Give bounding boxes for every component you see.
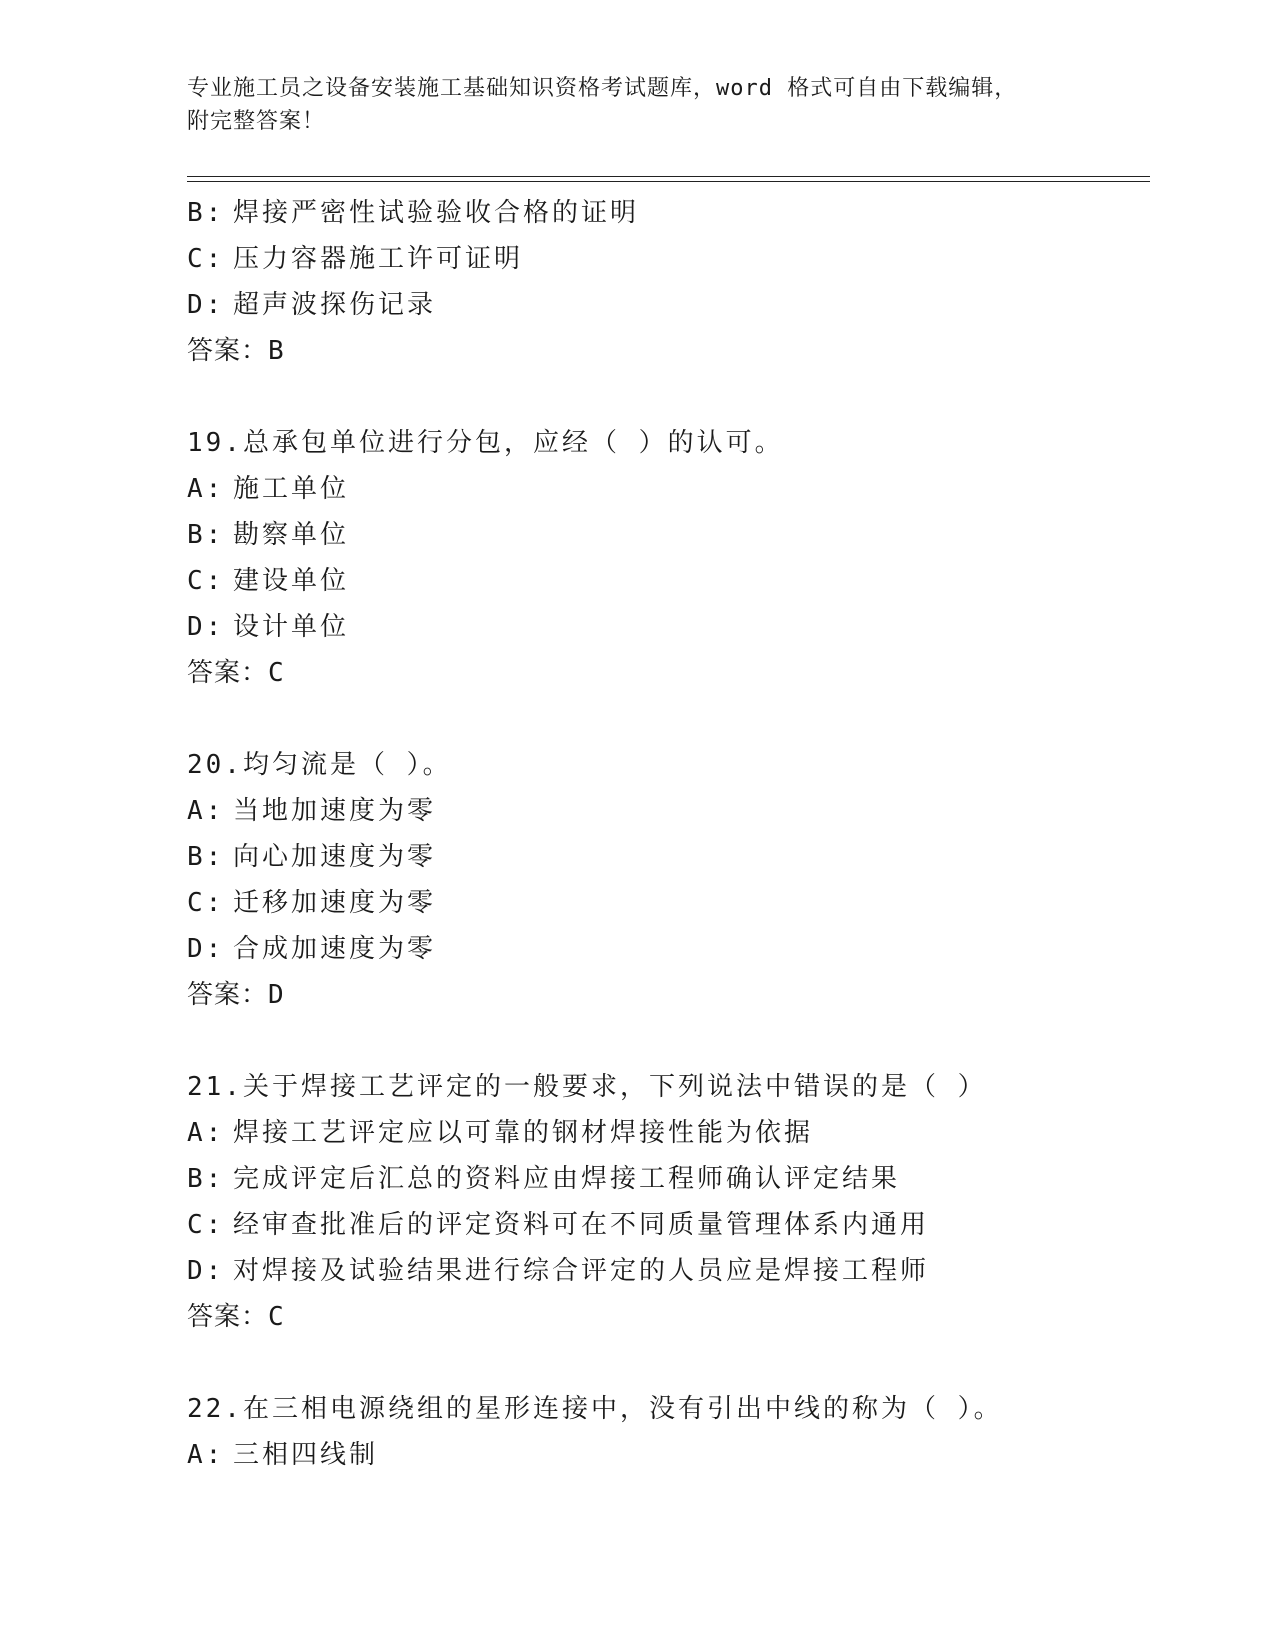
option-letter: A: xyxy=(187,1440,225,1470)
question-stem: 20.均匀流是（ ）。 xyxy=(187,750,452,780)
spacer xyxy=(187,374,1147,420)
option-row xyxy=(187,466,1147,512)
option-letter: B: xyxy=(187,520,225,550)
answer-row xyxy=(187,650,1147,696)
option-letter: C: xyxy=(187,244,225,274)
option-letter: D: xyxy=(187,612,225,642)
answer-row xyxy=(187,972,1147,1018)
option-letter: D: xyxy=(187,290,225,320)
option-row xyxy=(187,1156,1147,1202)
option-row xyxy=(187,926,1147,972)
option-text: 勘察单位 xyxy=(233,520,350,550)
option-row xyxy=(187,190,1147,236)
answer-label: 答案： xyxy=(187,658,269,688)
option-text: 经审查批准后的评定资料可在不同质量管理体系内通用 xyxy=(233,1210,930,1240)
option-text: 向心加速度为零 xyxy=(233,842,437,872)
option-row xyxy=(187,236,1147,282)
option-text: 三相四线制 xyxy=(233,1440,379,1470)
option-letter: D: xyxy=(187,1256,225,1286)
answer-value: C xyxy=(268,1302,285,1332)
option-letter: A: xyxy=(187,796,225,826)
spacer xyxy=(187,696,1147,742)
option-letter: C: xyxy=(187,888,225,918)
answer-value: B xyxy=(268,336,285,366)
option-letter: A: xyxy=(187,1118,225,1148)
option-row xyxy=(187,282,1147,328)
option-text: 对焊接及试验结果进行综合评定的人员应是焊接工程师 xyxy=(233,1256,930,1286)
answer-label: 答案： xyxy=(187,1302,269,1332)
option-text: 压力容器施工许可证明 xyxy=(233,244,524,274)
spacer xyxy=(187,1340,1147,1386)
question-19 xyxy=(187,420,1147,696)
option-letter: C: xyxy=(187,566,225,596)
option-row xyxy=(187,1202,1147,1248)
option-row xyxy=(187,558,1147,604)
option-letter: B: xyxy=(187,842,225,872)
header-divider-top xyxy=(187,176,1150,177)
header-line-2: 附完整答案！ xyxy=(187,109,326,134)
question-stem: 21.关于焊接工艺评定的一般要求，下列说法中错误的是（ ） xyxy=(187,1072,987,1102)
option-text: 焊接工艺评定应以可靠的钢材焊接性能为依据 xyxy=(233,1118,814,1148)
option-row xyxy=(187,1110,1147,1156)
option-letter: A: xyxy=(187,474,225,504)
option-letter: B: xyxy=(187,1164,225,1194)
option-text: 施工单位 xyxy=(233,474,350,504)
option-row xyxy=(187,1432,1147,1478)
answer-label: 答案： xyxy=(187,336,269,366)
option-text: 合成加速度为零 xyxy=(233,934,437,964)
question-list xyxy=(187,190,1147,1478)
option-text: 建设单位 xyxy=(233,566,350,596)
option-text: 迁移加速度为零 xyxy=(233,888,437,918)
option-text: 超声波探伤记录 xyxy=(233,290,437,320)
option-row xyxy=(187,512,1147,558)
document-header xyxy=(187,72,1067,138)
option-row xyxy=(187,604,1147,650)
answer-row xyxy=(187,328,1147,374)
answer-value: D xyxy=(268,980,285,1010)
option-text: 焊接严密性试验验收合格的证明 xyxy=(233,198,640,228)
header-line-1: 专业施工员之设备安装施工基础知识资格考试题库，word 格式可自由下载编辑， xyxy=(187,76,1018,101)
answer-row xyxy=(187,1294,1147,1340)
option-row xyxy=(187,788,1147,834)
option-text: 设计单位 xyxy=(233,612,350,642)
question-22 xyxy=(187,1386,1147,1478)
question-stem: 19.总承包单位进行分包，应经（ ）的认可。 xyxy=(187,428,784,458)
option-row xyxy=(187,880,1147,926)
option-letter: C: xyxy=(187,1210,225,1240)
question-20 xyxy=(187,742,1147,1018)
option-text: 当地加速度为零 xyxy=(233,796,437,826)
question-21 xyxy=(187,1064,1147,1340)
option-letter: D: xyxy=(187,934,225,964)
option-letter: B: xyxy=(187,198,225,228)
answer-label: 答案： xyxy=(187,980,269,1010)
answer-value: C xyxy=(268,658,285,688)
option-text: 完成评定后汇总的资料应由焊接工程师确认评定结果 xyxy=(233,1164,901,1194)
option-row xyxy=(187,834,1147,880)
header-divider-bottom xyxy=(187,181,1150,182)
question-stem: 22.在三相电源绕组的星形连接中，没有引出中线的称为（ ）。 xyxy=(187,1394,1003,1424)
spacer xyxy=(187,1018,1147,1064)
option-row xyxy=(187,1248,1147,1294)
question-18-continued xyxy=(187,190,1147,374)
